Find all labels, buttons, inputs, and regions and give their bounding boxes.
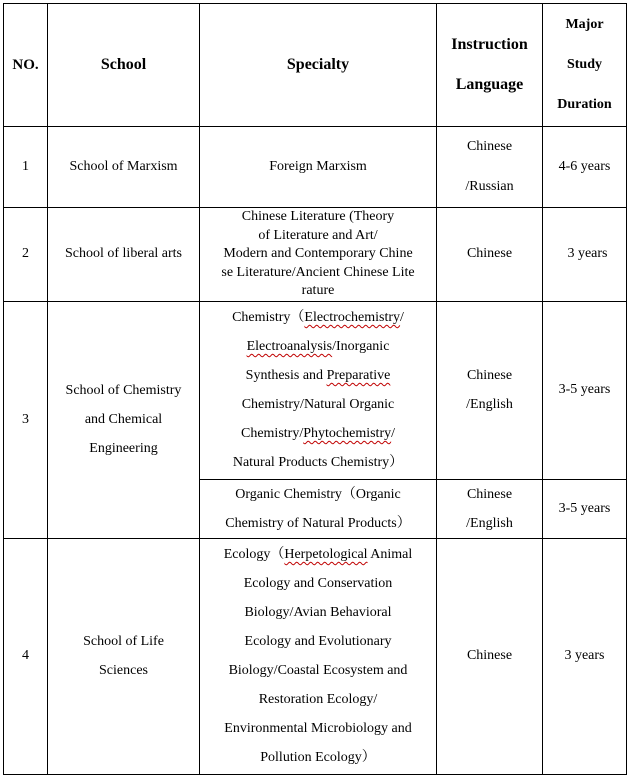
header-duration-line1: Major: [565, 17, 604, 32]
spellcheck-underlined-word: Herpetological: [284, 547, 368, 562]
text-fragment: Animal: [367, 547, 413, 562]
row-no: 2: [4, 208, 48, 302]
row-no: 4: [4, 538, 48, 774]
specialty-line: [200, 540, 436, 569]
text-fragment: Ecology（: [223, 547, 285, 562]
programs-table: [3, 3, 627, 775]
specialty-line: Ecology and Conservation: [243, 576, 393, 591]
specialty-line: Biology/Coastal Ecosystem and: [228, 663, 408, 678]
specialty-line: Chinese Literature (Theory: [241, 209, 395, 224]
specialty-line: of Literature and Art/: [258, 227, 378, 243]
specialty-line: rature: [301, 283, 335, 298]
header-school: School: [48, 4, 200, 127]
row-school: School of liberal arts: [48, 208, 200, 302]
row-language: Chinese: [437, 538, 543, 774]
language-line: /English: [466, 397, 513, 412]
school-line: and Chemical: [84, 412, 163, 427]
specialty-line: Modern and Contemporary Chine: [223, 246, 413, 261]
specialty-line: Organic Chemistry（Organic: [235, 486, 401, 502]
school-line: Engineering: [89, 441, 158, 456]
text-fragment: Chemistry（: [232, 310, 305, 325]
row-specialty: [200, 479, 437, 538]
text-fragment: /: [400, 310, 404, 325]
specialty-line: Pollution Ecology）: [260, 750, 376, 765]
row-language: Chinese: [437, 208, 543, 302]
specialty-line: Chemistry of Natural Products）: [225, 515, 411, 531]
specialty-line: Chemistry/Natural Organic: [241, 397, 395, 412]
specialty-line: [200, 361, 436, 390]
language-line: Chinese: [466, 368, 513, 383]
row-duration: 3 years: [543, 538, 627, 774]
header-no: NO.: [4, 4, 48, 127]
table-row: [4, 208, 627, 302]
row-duration: 3-5 years: [543, 479, 627, 538]
row-no: 3: [4, 301, 48, 538]
specialty-line: Restoration Ecology/: [258, 692, 378, 707]
language-line: Chinese: [466, 486, 513, 502]
spellcheck-underlined-word: Preparative: [326, 368, 391, 383]
language-line: Chinese: [466, 139, 513, 154]
specialty-line: [200, 419, 436, 448]
header-row: [4, 4, 627, 127]
specialty-line: Environmental Microbiology and: [224, 721, 412, 736]
header-specialty: Specialty: [200, 4, 437, 127]
specialty-line: [200, 303, 436, 332]
school-line: School of Life: [83, 634, 164, 649]
spellcheck-underlined-word: Electrochemistry: [304, 310, 401, 325]
row-specialty: [200, 538, 437, 774]
text-fragment: Synthesis and: [245, 368, 327, 383]
row-language: [437, 301, 543, 479]
table-row: [4, 538, 627, 774]
text-fragment: /: [391, 426, 395, 441]
row-language: [437, 127, 543, 208]
header-duration-line3: Duration: [557, 97, 612, 112]
specialty-line: Ecology and Evolutionary: [244, 634, 392, 649]
school-line: School of Chemistry: [65, 383, 182, 398]
row-specialty: [200, 301, 437, 479]
header-duration-line2: Study: [566, 57, 603, 72]
specialty-line: [200, 332, 436, 361]
row-specialty: [200, 208, 437, 302]
specialty-line: se Literature/Ancient Chinese Lite: [221, 264, 415, 280]
header-duration: [543, 4, 627, 127]
row-school: [48, 538, 200, 774]
header-language-line1: Instruction: [451, 36, 528, 53]
spellcheck-underlined-word: Phytochemistry: [303, 426, 392, 441]
row-school: [48, 301, 200, 538]
table-row: [4, 301, 627, 479]
specialty-line: Natural Products Chemistry）: [232, 455, 404, 470]
row-school: School of Marxism: [48, 127, 200, 208]
text-fragment: /Inorganic: [332, 339, 390, 354]
row-no: 1: [4, 127, 48, 208]
language-line: /English: [466, 515, 513, 531]
row-duration: 4-6 years: [543, 127, 627, 208]
table-row: [4, 127, 627, 208]
header-language: [437, 4, 543, 127]
spellcheck-underlined-word: Electroanalysis: [246, 339, 333, 354]
row-duration: 3-5 years: [543, 301, 627, 479]
row-duration: 3 years: [543, 208, 627, 302]
row-language: [437, 479, 543, 538]
specialty-line: Biology/Avian Behavioral: [244, 605, 392, 620]
header-language-line2: Language: [455, 76, 524, 93]
school-line: Sciences: [99, 663, 148, 678]
text-fragment: Chemistry/: [240, 426, 304, 441]
language-line: /Russian: [465, 179, 514, 194]
row-specialty: Foreign Marxism: [200, 127, 437, 208]
